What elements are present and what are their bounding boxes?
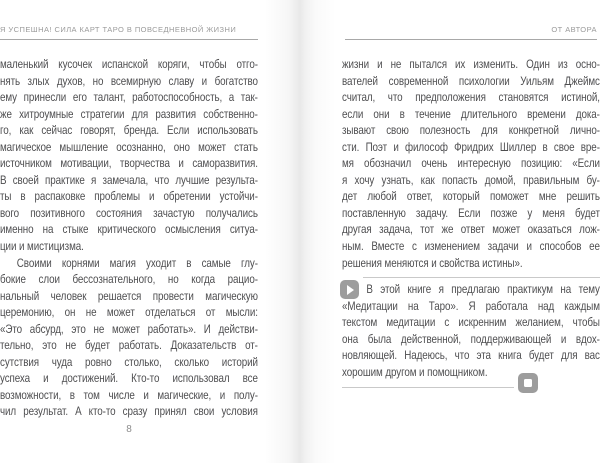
text-line: поставленную задачу. Если позже у меня будет	[342, 206, 600, 220]
text-line: хорошим другом и помощником.	[342, 365, 488, 379]
text-line: дет любой ответ, который поможет мне решить	[342, 190, 600, 204]
text-line: Своими корнями магия уходит в самые глу-	[16, 256, 258, 270]
text-line: зывают свою полезность для конкретной лично-	[342, 124, 600, 138]
text-line: сти. Поэт и философ Фридрих Шиллер в свое вре-	[342, 140, 600, 154]
text-line: ему принесли его талант, работоспособность, а так-	[0, 91, 258, 105]
text-line: маленький кусочек испанской коряги, чтобы отго-	[0, 58, 258, 71]
text-line: магическое мышление осознанно, оно может стать	[0, 140, 258, 154]
text-line: го, как сейчас говорят, бренда. Если использовать	[0, 124, 258, 138]
text-line: мя обозначил очень интересную позицию: «Если	[342, 157, 600, 171]
right-page-text	[342, 57, 600, 272]
text-line: если они в течение длительного времени дока-	[342, 107, 600, 121]
text-line: именно на стыке критического осмысления ситуа-	[0, 223, 258, 237]
left-running-header	[0, 25, 258, 40]
text-line: я хочу узнать, как попасть домой, правильным бу-	[342, 173, 600, 187]
stop-icon[interactable]	[518, 373, 538, 393]
text-line: она была действенной, поддерживающей и вдох-	[342, 332, 600, 346]
text-line: бокие слои бессознательного, но когда рацио-	[0, 273, 258, 287]
text-line: тельно, это не будет работать. Доказательств от-	[0, 339, 258, 353]
text-line: ным. Вместе с изменением задачи и способов ее	[342, 240, 600, 254]
text-line: В своей практике я замечала, что лучшие результа-	[0, 173, 258, 187]
text-line: чил результат. А кто-то сразу принял свои условия	[0, 405, 258, 419]
text-line: нять злых духов, но всемирную славу и богатство	[0, 74, 258, 88]
text-line: решения меняются и свойства истины».	[342, 256, 523, 270]
text-line: другая задача, тот же ответ может оказаться лож-	[342, 223, 600, 237]
right-running-header-text: ОТ АВТОРА	[551, 25, 597, 34]
text-line: считал, что предположения становятся истиной,	[342, 91, 600, 105]
text-line: ции и мистицизма.	[0, 240, 84, 254]
text-line: вателей современной психологии Уильям Джеймс	[342, 74, 600, 88]
right-page	[294, 0, 600, 463]
media-paragraph-text	[342, 282, 600, 381]
left-page-text	[0, 57, 258, 421]
text-line: источником мотивации, творчества и саморазвития.	[0, 157, 258, 171]
text-line: церемонию, он не может отделаться от мысли:	[0, 306, 258, 320]
text-line: вого позитивного состояния зачастую получались	[0, 206, 258, 220]
text-line: нальный человек решается провести магическую	[0, 289, 258, 303]
text-line: жизни и не пытался их изменить. Один из осно-	[342, 58, 600, 71]
text-line: же хитроумные стратегии для развития собственно-	[0, 107, 258, 121]
text-line: «Медитации на Таро». Я работала над каждым	[342, 299, 600, 313]
left-page	[0, 0, 294, 463]
right-running-header	[345, 25, 597, 40]
media-bottom-rule	[342, 387, 514, 388]
text-line: В этой книге я предлагаю практикум на тему	[366, 283, 600, 296]
page-number: 8	[126, 424, 132, 435]
text-line: ты в распаковке проблемы и обретении устойчи-	[0, 190, 258, 204]
text-line: возможности, в том числе и магические, и полу-	[0, 388, 258, 402]
text-line: текстом медитации с искренним желанием, чтобы	[342, 316, 600, 330]
text-line: успеха и достижений. Кто-то использовал все	[0, 372, 258, 386]
audio-practicum-paragraph	[342, 277, 600, 397]
text-line: «Это абсурд, это не может работать». И действи-	[0, 322, 258, 336]
text-line: новляющей. Надеюсь, что эта книга будет для вас	[342, 349, 600, 363]
left-running-header-text: Я УСПЕШНА! СИЛА КАРТ ТАРО В ПОВСЕДНЕВНОЙ ЖИЗНИ	[0, 25, 237, 34]
media-top-rule	[363, 277, 600, 278]
text-line: сутствия чуда ровно столько, сколько историй	[0, 355, 258, 369]
